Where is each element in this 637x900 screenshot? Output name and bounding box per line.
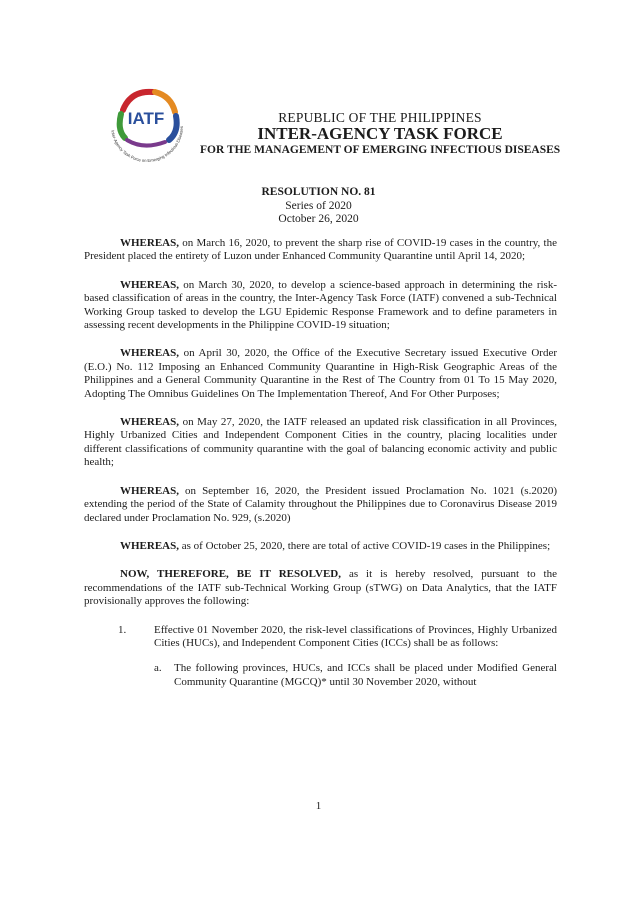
logo-text: IATF: [127, 109, 165, 128]
letterhead-agency: INTER-AGENCY TASK FORCE: [257, 124, 503, 143]
whereas-paragraph: WHEREAS, on March 16, 2020, to prevent the sharp rise of COVID-19 cases in the country, the President placed the entirety of Luzon under Enhanced Community Quarantine until April 14, 2020;: [84, 237, 557, 263]
resolution-series: Series of 2020: [285, 199, 352, 212]
letterhead-country: REPUBLIC OF THE PHILIPPINES: [278, 110, 482, 125]
sub-list-item-text: The following provinces, HUCs, and ICCs shall be placed under Modified General Community Quarantine (MGCQ)* until 30 November 2020, without: [174, 662, 557, 688]
whereas-paragraph: WHEREAS, as of October 25, 2020, there are total of active COVID-19 cases in the Philippines;: [120, 539, 551, 552]
resolution-heading: [0, 186, 637, 227]
letterhead: [200, 110, 560, 157]
whereas-paragraph: WHEREAS, on September 16, 2020, the President issued Proclamation No. 1021 (s.2020) extending the period of the State of Calamity throughout the Philippines due to Coronavirus Disease 2019 declared under Proclamation No. 929, (s.2020): [84, 484, 557, 524]
letterhead-mandate: FOR THE MANAGEMENT OF EMERGING INFECTIOUS DISEASES: [200, 144, 561, 156]
page-number: 1: [315, 800, 322, 812]
resolution-list: [84, 624, 557, 690]
logo-ring-text: Inter-Agency Task Force on Emerging Infectious Diseases: [110, 126, 185, 164]
resolved-paragraph: NOW, THEREFORE, BE IT RESOLVED, as it is hereby resolved, pursuant to the recommendations of the IATF sub-Technical Working Group (sTWG) on Data Analytics, that the IATF provisionally approves the following:: [84, 568, 557, 608]
whereas-paragraph: WHEREAS, on March 30, 2020, to develop a science-based approach in determining the risk-based classification of areas in the country, the Inter-Agency Task Force (IATF) convened a sub-Technical Working Group tasked to develop the LGU Epidemic Response Framework and to define parameters in assessing recent developments in the Philippine COVID-19 situation;: [84, 278, 557, 332]
resolution-number: RESOLUTION NO. 81: [261, 186, 376, 198]
resolution-body: [84, 237, 557, 701]
sub-list-item: [154, 662, 557, 689]
whereas-paragraph: WHEREAS, on May 27, 2020, the IATF released an updated risk classification in all Provinces, Highly Urbanized Cities and Independent Component Cities in the country, placing localities under different classifications of community quarantine with the goal of balancing economic activity and public health;: [84, 416, 557, 469]
list-item: [118, 624, 557, 651]
list-item-text: Effective 01 November 2020, the risk-level classifications of Provinces, Highly Urbanized Cities (HUCs), and Independent Component Cities (ICCs) shall be as follows:: [154, 623, 557, 649]
whereas-paragraph: WHEREAS, on April 30, 2020, the Office of the Executive Secretary issued Executive Order (E.O.) No. 112 Imposing an Enhanced Community Quarantine in High-Risk Geographic Areas of the Philippines and a General Community Quarantine in the Rest of The Country from 01 To 15 May 2020, Adopting The Omnibus Guidelines On The Implementation Thereof, And For Other Purposes;: [84, 347, 557, 400]
iatf-logo: [103, 80, 189, 166]
sub-list-marker: a.: [154, 662, 162, 675]
list-marker: 1.: [118, 623, 127, 636]
resolution-date: October 26, 2020: [278, 213, 359, 225]
